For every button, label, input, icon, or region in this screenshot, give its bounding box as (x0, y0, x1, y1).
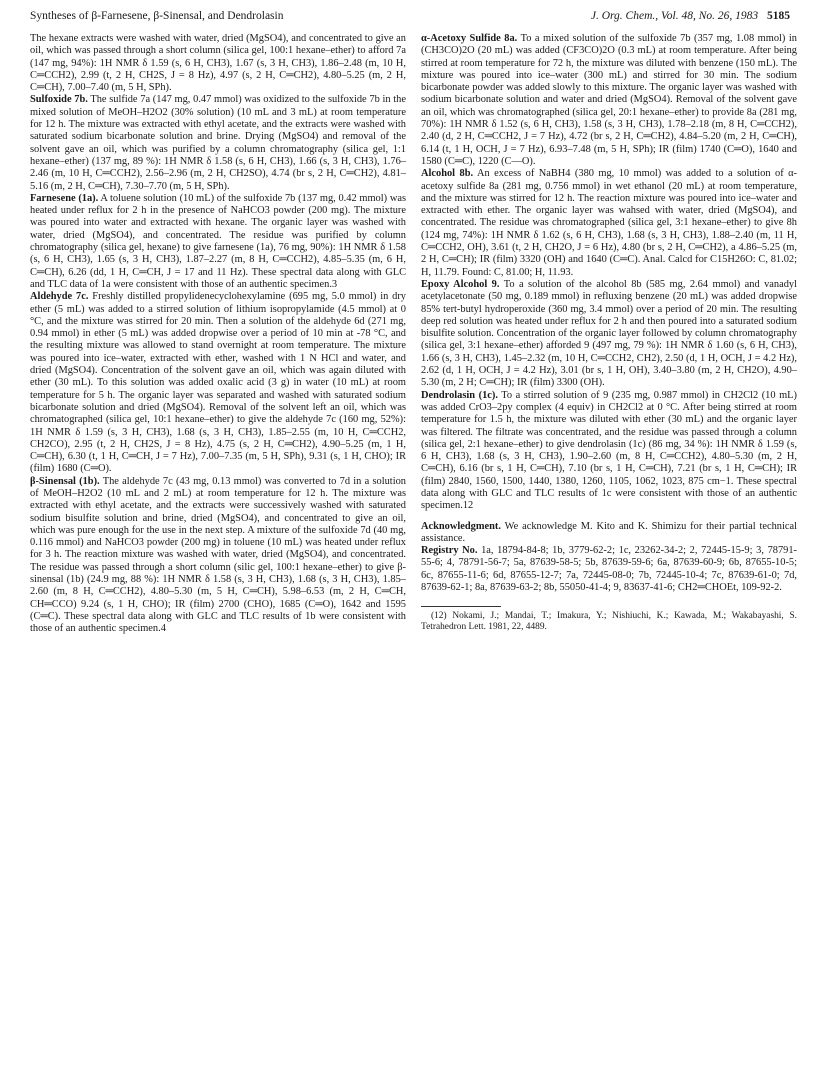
running-header (30, 10, 790, 28)
paragraph (30, 33, 406, 94)
paragraph-text: Freshly distilled propylidenecyclohexylamine (695 mg, 5.0 mmol) in dry ether (5 mL) was added to a stirred solution of lithium isopropylamide (4.5 mmol) at 0 °C, and the mixture was stirred for 20 min. Then a solution of the aldehyde 6d (271 mg, 0.94 mmol) in ether (5 mL) was added dropwise over a period of 10 min at -78 °C, and the resulting mixture was allowed to stand overnight at room temperature. The mixture was poured into ice–water, extracted with ether, washed with 1 N HCl and water, and dried (MgSO4). Concentration of the solvent gave an oil, which was again diluted with ether (30 mL). To this solution was added oxalic acid (3 g) in water (10 mL) at room temperature for 5 h. The organic layer was separated and washed with saturated sodium bicarbonate solution and dried (MgSO4). Removal of the solvent left an oil, which was chromatographed (silica gel, 10:1 hexane–ether) to give the aldehyde 7c (160 mg, 52%): 1H NMR δ 1.59 (s, 3 H, CH3), 1.68 (s, 3 H, CH3), 1.85–2.55 (m, 10 H, C═CCH2, CH2CO), 2.95 (t, 2 H, CH2S, J = 8 Hz), 4.75 (s, 2 H, C═CH2), 4.90–5.25 (m, 1 H, C═CH), 6.30 (t, 1 H, C═CH, J = 7 Hz), 7.00–7.35 (m, 5 H, SPh), 9.31 (s, 1 H, CHO); IR (film) 1680 (C═O). (30, 291, 406, 475)
acknowledgment-heading: Acknowledgment. (421, 520, 501, 532)
paragraph-heading: Alcohol 8b. (421, 168, 474, 180)
paragraph-heading: Farnesene (1a). (30, 192, 99, 204)
acknowledgment-text: We acknowledge M. Kito and K. Shimizu for their partial technical assistance. (421, 520, 797, 544)
paragraph-text: To a solution of the alcohol 8b (585 mg, 2.64 mmol) and vanadyl acetylacetonate (50 mg, 0.189 mmol) in refluxing benzene (20 mL) was added dropwise 85% tert-butyl hydroperoxide (360 mg, 3.4 mmol) over a period of 20 min. The resulting deep red solution was heated under reflux for 2 h and then poured into a saturated sodium bisulfite solution. Concentration of the organic layer followed by column chromatography (silica gel, 3:1 hexane–ether) afforded 9 (497 mg, 79 %): 1H NMR δ 1.60 (s, 6 H, CH3), 1.66 (s, 3 H, CH3), 1.45–2.32 (m, 10 H, C═CCH2, CH2), 2.50 (d, 1 H, OCH, J = 4.2 Hz), 2.62 (d, 1 H, OCH, J = 4.2 Hz), 3.01 (br s, 1 H, OH), 3.40–3.80 (m, 2 H, CH2O), 4.90–5.30 (m, 2 H; C═CH); IR (film) 3300 (OH). (421, 278, 797, 389)
right-column (421, 33, 797, 633)
footnote-divider (421, 606, 501, 607)
paragraph-text: An excess of NaBH4 (380 mg, 10 mmol) was added to a solution of α-acetoxy sulfide 8a (281 mg, 0.756 mmol) in wet ethanol (20 mL) at room temperature, and the mixture was stirred for 12 h. The reaction mixture was poured into ice–water and extracted with ether. The organic layer was wahsed with water, dried (MgSO4), and concentrated. The residue was chromatographed (silica gel, 3:1 hexane–ether) to give 8h (124 mg, 74%): 1H NMR δ 1.62 (s, 6 H, CH3), 1.68 (s, 3 H, CH3), 1.88–2.40 (m, 11 H, C═CCH2, OH), 3.61 (t, 2 H, CH2O, J = 6 Hz), 4.80 (br s, 2 H, C═CH2), a 4.86–5.25 (m, 2 H, C═CH); IR (film) 3320 (OH) and 1640 (C═C). Anal. Calcd for C15H26O: C, 81.02; H, 11.79. Found: C, 81.00; H, 11.93. (421, 168, 798, 278)
paragraph-heading: Dendrolasin (1c). (421, 389, 498, 401)
journal-citation (591, 10, 790, 22)
paragraph-text: A toluene solution (10 mL) of the sulfoxide 7b (137 mg, 0.42 mmol) was heated under reflux for 2 h in the presence of NaHCO3 powder (200 mg). The mixture was poured into water and extracted with hexane. The organic layer was washed with water, dried (MgSO4), and concentrated. The residue was purified by column chromatography (silica gel, hexane) to give farnesene (1a), 76 mg, 90%): 1H NMR δ 1.58 (s, 6 H, CH3), 1.65 (s, 3 H, CH3), 1.87–2.27 (m, 8 H, C═CCH2), 4.85–5.35 (m, 6 H, C═CH), 6.26 (dd, 1 H, C═CH, J = 17 and 11 Hz). These spectral data along with GLC and TLC data of 1a were consistent with those of an authentic specimen.3 (30, 192, 406, 290)
paragraph-text: The aldehyde 7c (43 mg, 0.13 mmol) was converted to 7d in a solution of MeOH–H2O2 (10 mL and 2 mL) at room temperature for 12 h. The mixture was extracted with ethyl acetate, and the extracts were successively washed with saturated sodium bisulfite solution and brine, dried (MgSO4), and concentrated to give an oil, which was pure enough for the use in the next step. A mixture of the sulfoxide 7d (40 mg, 0.116 mmol) and NaHCO3 powder (200 mg) in toluene (10 mL) was heated under reflux for 3 h. The reaction mixture was washed with water, dried (MgSO4), and concentrated. The residue was passed through a short column (silic gel, 100:1 hexane–ether) to give β-sinensal (1b) (24.9 mg, 88 %): 1H NMR δ 1.58 (s, 3 H, CH3), 1.68 (s, 3 H, CH3), 1.85–2.60 (m, 8 H, C═CCH2), 4.80–5.30 (m, 5 H, C═CH), 5.98–6.53 (m, 2 H, C═CH, CH═CCO) 9.24 (s, 1 H, CHO); IR (film) 2700 (CHO), 1685 (C═O), 1642 and 1595 (C═C). These spectral data along with GLC and TLC results of 1b were consistent with those of an authentic specimen.4 (30, 475, 406, 635)
paragraph-heading: Epoxy Alcohol 9. (421, 278, 500, 290)
running-title: Syntheses of β-Farnesene, β-Sinensal, and Dendrolasin (30, 10, 284, 22)
paragraph-text: To a mixed solution of the sulfoxide 7b (357 mg, 1.08 mmol) in (CH3CO)2O (20 mL) was added (CF3CO)2O (0.3 mL) at room temperature. After being stirred at room temperature for 72 h, the mixture was diluted with benzene (150 mL). The mixture was poured into ice–water (300 mL) and stirred for 30 min. The sodium bicarbonate powder was added slowly to this mixture. The organic layer was washed with sodium bicarbonate solution and water and dried (MgSO4). Removal of the solvent gave an oil, which was chromatographed (silica gel, 20:1 hexane–ether) to provide 8a (281 mg, 70%): 1H NMR δ 1.52 (s, 6 H, CH3), 1.58 (s, 3 H, CH3), 1.78–2.18 (m, 8 H, C═CCH2), 2.40 (d, 2 H, C═CCH2, J = 7 Hz), 4.72 (br s, 2 H, C═CH2), 4.84–5.20 (m, 2 H, C═CH), 6.14 (t, 1 H, OCH, J = 7 Hz), 6.93–7.48 (m, 5 H, SPh); IR (film) 1740 (C═O), 1640 and 1580 (C═C), 1220 (C—O). (421, 33, 797, 167)
registry-heading: Registry No. (421, 545, 478, 557)
left-column (30, 33, 406, 636)
paragraph-text: To a stirred solution of 9 (235 mg, 0.987 mmol) in CH2Cl2 (10 mL) was added CrO3–2py complex (4 equiv) in CH2Cl2 at 0 °C. After being stirred at room temperature for 1.5 h, the mixture was diluted with ether (30 mL) and the organic layer was filtered. The filtrate was concentrated, and the residue was passed through a column (silica gel, 2:1 hexane–ether) to give dendrolasin (1c) (86 mg, 34 %): 1H NMR δ 1.59 (s, 6 H, CH3), 1.68 (s, 3 H, CH3), 1.90–2.60 (m, 8 H, C═CCH2), 4.80–5.30 (m, 2 H, C═CH), 6.16 (br s, 1 H, C═CH), 7.10 (br s, 1 H, C═CH), 7.21 (br s, 1 H, C═CH); IR (film) 2840, 1560, 1500, 1440, 1380, 1260, 1105, 1062, 1023, 875 cm−1. These spectral data along with GLC and TLC results of 1c were consistent with those of an authentic specimen.12 (421, 389, 797, 512)
paragraph-text: The sulfide 7a (147 mg, 0.47 mmol) was oxidized to the sulfoxide 7b in the mixed solution of MeOH–H2O2 (30% solution) (10 mL and 3 mL) at room temperature for 12 h. The mixture was extracted with ethyl acetate, and the extracts were washed with saturated sodium bicarbonate solution and brine. Drying (MgSO4) and removal of the solvent gave an oil, which was purified by a column chromatography (silica gel, 1:1 hexane–ether) (137 mg, 89 %): 1H NMR δ 1.58 (s, 6 H, CH3), 1.66 (s, 3 H, CH3), 1.76–2.46 (m, 10 H, C═CCH2), 2.56–2.96 (m, 2 H, CH2SO), 4.74 (br s, 2 H, C═CH2), 4.81–5.16 (m, 2 H, C═CH), 7.30–7.70 (m, 5 H, SPh). (30, 94, 406, 192)
paragraph-heading: α-Acetoxy Sulfide 8a. (421, 33, 518, 44)
paragraph-heading: β-Sinensal (1b). (30, 475, 100, 487)
footnote: (12) Nokami, J.; Mandai, T.; Imakura, Y.; Nishiuchi, K.; Kawada, M.; Wakabayashi, S. Tetrahedron Lett. 1981, 22, 4489. (421, 611, 797, 633)
paragraph-text: The hexane extracts were washed with water, dried (MgSO4), and concentrated to give an oil, which was passed through a short column (silica gel, 100:1 hexane–ether) to afford 7a (147 mg, 94%): 1H NMR δ 1.59 (s, 6 H, CH3), 1.67 (s, 3 H, CH3), 1.86–2.48 (m, 10 H, C═CCH2), 2.99 (t, 2 H, CH2S, J = 8 Hz), 4.97 (s, 2 H, C═CH2), 4.80–5.25 (m, 2 H, C═CH), 7.00–7.40 (m, 5 H, SPh). (30, 33, 406, 94)
paragraph-heading: Aldehyde 7c. (30, 291, 89, 303)
page-number: 5185 (767, 10, 790, 22)
journal-name: J. Org. Chem., Vol. 48, No. 26, 1983 (590, 10, 759, 22)
paragraph-heading: Sulfoxide 7b. (30, 94, 88, 106)
registry-text: 1a, 18794-84-8; 1b, 3779-62-2; 1c, 23262-34-2; 2, 72445-15-9; 3, 78791-55-6; 4, 78791-56-7; 5a, 87639-58-5; 5b, 87639-59-6; 6a, 87639-60-9; 6b, 87655-10-5; 6c, 87655-11-6; 6d, 87655-12-7; 7a, 72445-08-0; 7b, 72445-10-4; 7c, 87639-61-0; 7d, 87639-62-1; 8a, 87639-63-2; 8b, 55050-41-4; 9, 83637-41-6; CH2═CHOEt, 109-92-2. (421, 545, 798, 594)
